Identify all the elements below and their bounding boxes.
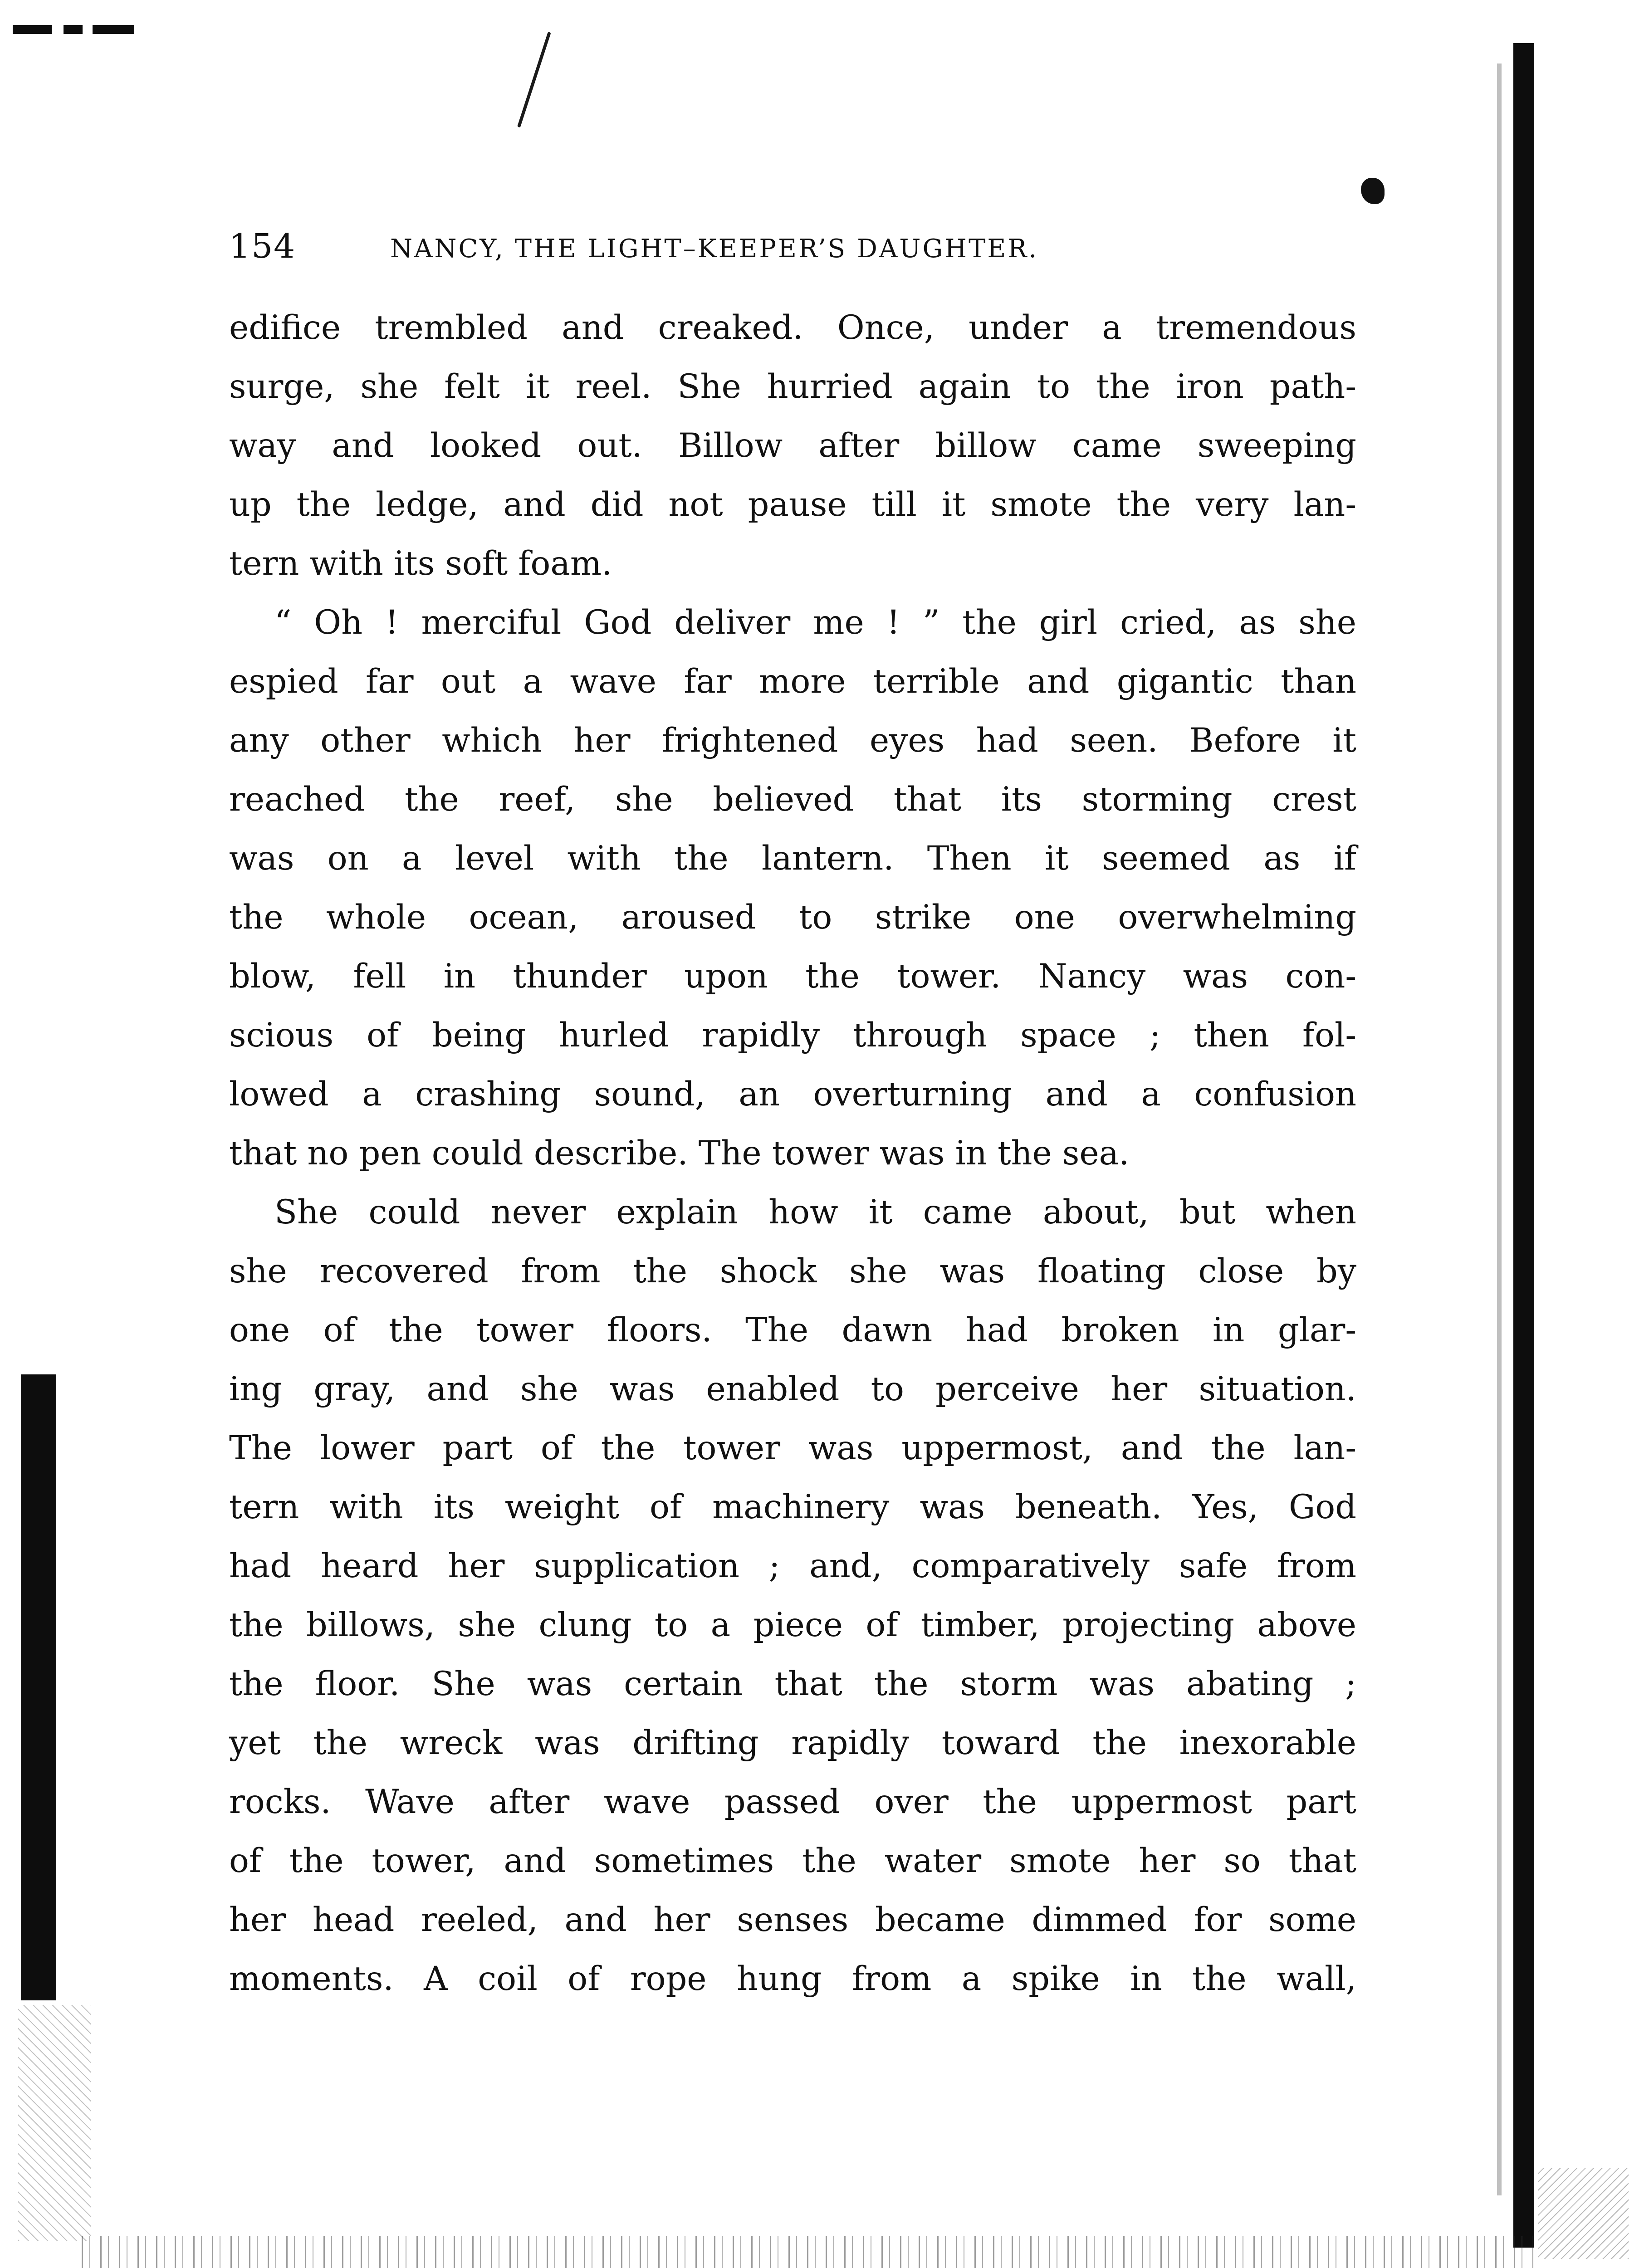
scan-mark [93, 25, 134, 34]
body-text [229, 298, 1356, 2009]
scan-edge-shadow [1497, 64, 1502, 2195]
text-line: scious of being hurled rapidly through space ; then fol- [229, 1016, 1356, 1055]
text-line: espied far out a wave far more terrible and gigantic than [229, 662, 1356, 701]
text-line: surge, she felt it reel. She hurried again to the iron path- [229, 367, 1356, 406]
text-line: reached the reef, she believed that its storming crest [229, 780, 1356, 819]
text-line: was on a level with the lantern. Then it seemed as if [229, 839, 1356, 878]
text-line: blow, fell in thunder upon the tower. Nancy was con- [229, 957, 1356, 996]
text-line: one of the tower floors. The dawn had broken in glar- [229, 1311, 1356, 1349]
scan-noise [18, 2005, 91, 2241]
scan-edge-left [21, 1374, 56, 2000]
text-line: The lower part of the tower was uppermost, and the lan- [229, 1429, 1356, 1467]
text-line: ing gray, and she was enabled to perceive her situation. [229, 1370, 1356, 1408]
pen-stroke-mark [517, 32, 551, 127]
text-line: she recovered from the shock she was floating close by [229, 1252, 1356, 1290]
scan-edge-right [1513, 43, 1534, 2248]
scan-mark [13, 25, 52, 34]
ink-blot-mark [1361, 178, 1385, 204]
text-line: tern with its weight of machinery was beneath. Yes, God [229, 1488, 1356, 1526]
text-line: lowed a crashing sound, an overturning and a confusion [229, 1075, 1356, 1114]
text-line: yet the wreck was drifting rapidly toward the inexorable [229, 1724, 1356, 1762]
text-line: the floor. She was certain that the storm was abating ; [229, 1665, 1356, 1703]
text-line: up the ledge, and did not pause till it smote the very lan- [229, 485, 1356, 524]
running-head [229, 221, 1318, 271]
text-line: rocks. Wave after wave passed over the uppermost part [229, 1783, 1356, 1821]
text-line: that no pen could describe. The tower was in the sea. [229, 1134, 1130, 1173]
text-line: moments. A coil of rope hung from a spike in the wall, [229, 1960, 1356, 1998]
text-line: any other which her frightened eyes had seen. Before it [229, 721, 1356, 760]
text-line: edifice trembled and creaked. Once, under a tremendous [229, 308, 1356, 347]
text-line: way and looked out. Billow after billow came sweeping [229, 426, 1356, 465]
text-line: her head reeled, and her senses became dimmed for some [229, 1901, 1356, 1939]
running-title: NANCY, THE LIGHT–KEEPER’S DAUGHTER. [390, 234, 1039, 264]
text-line: the billows, she clung to a piece of timber, projecting above [229, 1606, 1356, 1644]
text-line: the whole ocean, aroused to strike one overwhelming [229, 898, 1356, 937]
text-line: She could never explain how it came about, but when [274, 1193, 1356, 1232]
scan-mark [64, 25, 83, 34]
text-line: had heard her supplication ; and, comparatively safe from [229, 1547, 1356, 1585]
text-line: tern with its soft foam. [229, 544, 612, 583]
text-line: “ Oh ! merciful God deliver me ! ” the girl cried, as she [274, 603, 1356, 642]
page-number: 154 [229, 227, 296, 266]
text-line: of the tower, and sometimes the water smote her so that [229, 1842, 1356, 1880]
scan-noise [1538, 2168, 1629, 2259]
scan-noise [82, 2236, 1533, 2268]
